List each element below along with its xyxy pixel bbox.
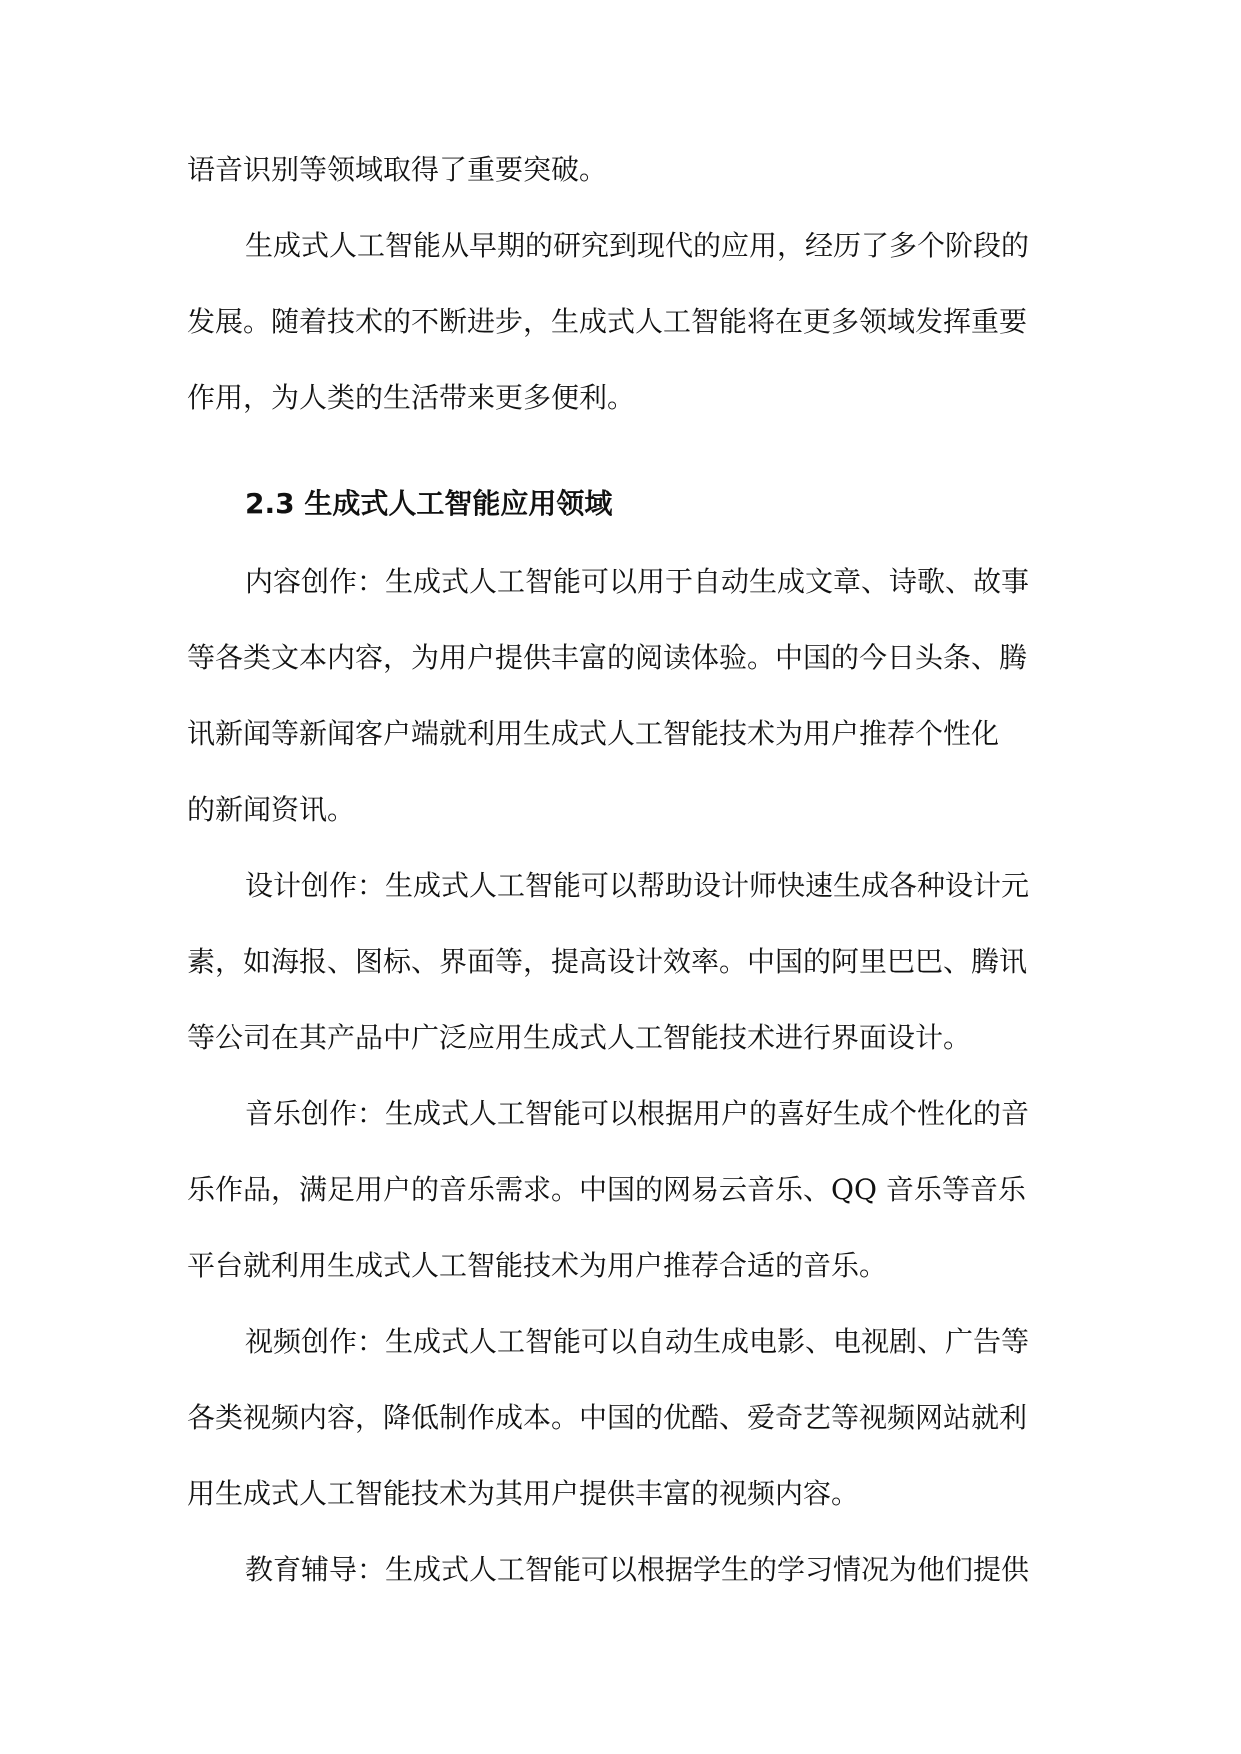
paragraph-content-creation-line: 内容创作：生成式人工智能可以用于自动生成文章、诗歌、故事 [245,565,1030,598]
paragraph-design-creation-line: 设计创作：生成式人工智能可以帮助设计师快速生成各种设计元 [245,869,1030,902]
paragraph-video-creation-line: 用生成式人工智能技术为其用户提供丰富的视频内容。 [187,1477,860,1510]
summary-line: 发展。随着技术的不断进步，生成式人工智能将在更多领域发挥重要 [187,305,1028,338]
paragraph-video-creation-line: 视频创作：生成式人工智能可以自动生成电影、电视剧、广告等 [245,1325,1030,1358]
paragraph-content-creation-line: 等各类文本内容，为用户提供丰富的阅读体验。中国的今日头条、腾 [187,641,1028,674]
paragraph-music-creation-line: 乐作品，满足用户的音乐需求。中国的网易云音乐、QQ 音乐等音乐 [187,1173,1026,1206]
intro-continued-line: 语音识别等领域取得了重要突破。 [187,153,608,186]
paragraph-content-creation-line: 讯新闻等新闻客户端就利用生成式人工智能技术为用户推荐个性化 [187,717,1000,750]
paragraph-music-creation-line: 音乐创作：生成式人工智能可以根据用户的喜好生成个性化的音 [245,1097,1030,1130]
paragraph-design-creation-line: 素，如海报、图标、界面等，提高设计效率。中国的阿里巴巴、腾讯 [187,945,1028,978]
paragraph-music-creation-line: 平台就利用生成式人工智能技术为用户推荐合适的音乐。 [187,1249,888,1282]
paragraph-video-creation-line: 各类视频内容，降低制作成本。中国的优酷、爱奇艺等视频网站就利 [187,1401,1028,1434]
summary-line: 生成式人工智能从早期的研究到现代的应用，经历了多个阶段的 [245,229,1030,262]
paragraph-content-creation-line: 的新闻资讯。 [187,793,356,826]
paragraph-education-line: 教育辅导：生成式人工智能可以根据学生的学习情况为他们提供 [245,1553,1030,1586]
summary-line: 作用，为人类的生活带来更多便利。 [187,381,636,414]
paragraph-design-creation-line: 等公司在其产品中广泛应用生成式人工智能技术进行界面设计。 [187,1021,972,1054]
section-heading: 2.3 生成式人工智能应用领域 [245,487,613,520]
